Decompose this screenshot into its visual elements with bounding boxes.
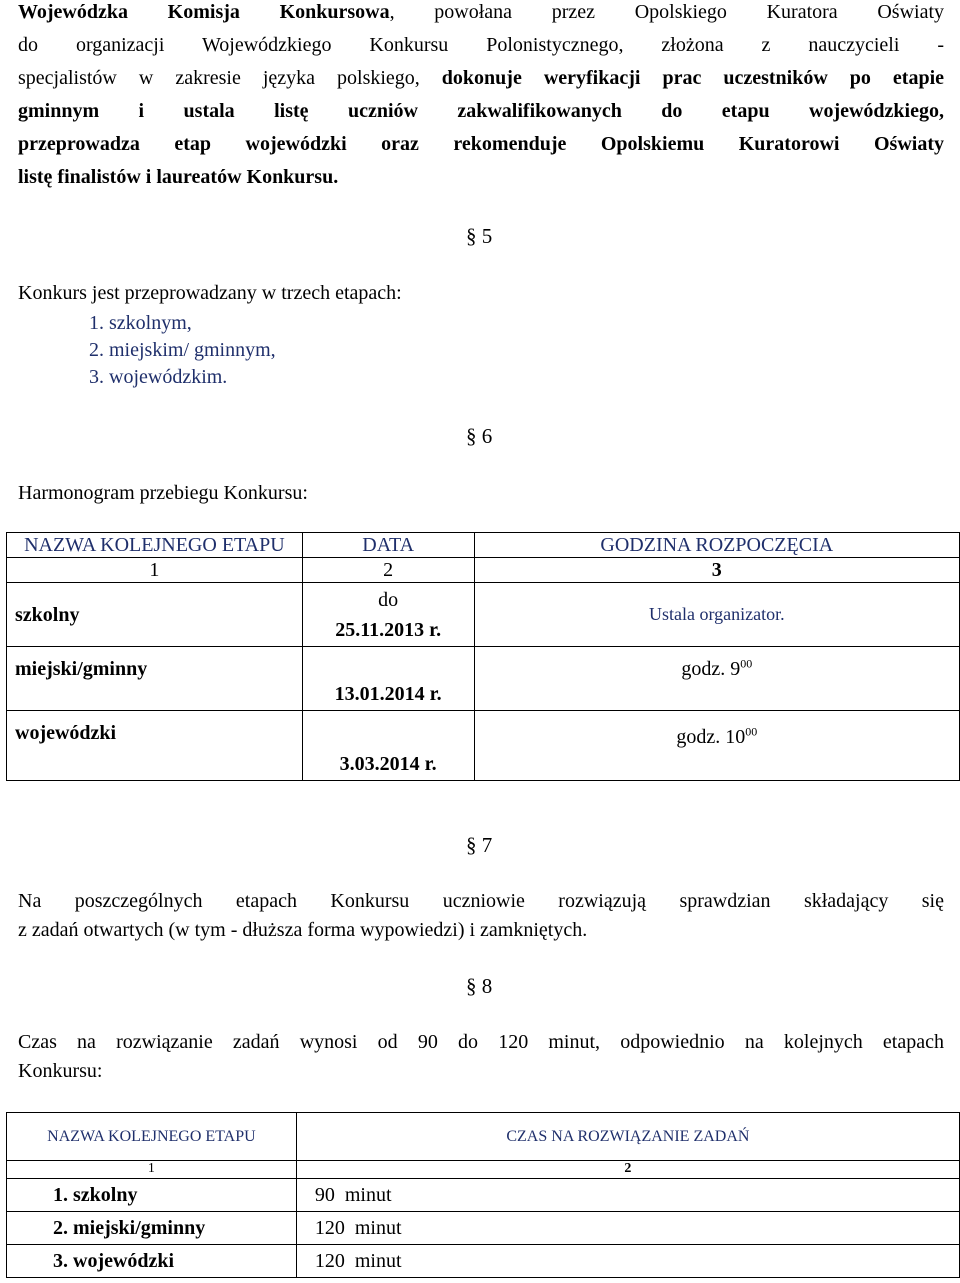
schedule-header-stage: NAZWA KOLEJNEGO ETAPU (7, 533, 303, 558)
duration-header-row (7, 1113, 960, 1161)
column-number: 1 (7, 1161, 297, 1179)
duration-stage: 3. wojewódzki (7, 1245, 297, 1278)
schedule-time-minutes: 00 (745, 724, 758, 739)
section-5-lead: Konkurs jest przeprowadzany w trzech etapach: (18, 282, 402, 304)
section-6-lead: Harmonogram przebiegu Konkursu: (18, 482, 308, 504)
table-row (7, 1245, 960, 1278)
column-number: 1 (7, 558, 303, 583)
schedule-date: 25.11.2013 r. (335, 618, 442, 641)
intro-text-line (18, 0, 944, 24)
intro-text-line (18, 165, 944, 189)
intro-text-run: , powołana przez Opolskiego Kuratora Oświaty (389, 1, 944, 23)
duration-time: 120 minut (296, 1245, 959, 1278)
schedule-number-row (7, 558, 960, 583)
intro-text-line (18, 99, 944, 123)
duration-time: 120 minut (296, 1212, 959, 1245)
schedule-date: 13.01.2014 r. (302, 647, 474, 711)
duration-table (6, 1112, 960, 1278)
column-number: 3 (474, 558, 959, 583)
duration-header-time: CZAS NA ROZWIĄZANIE ZADAŃ (296, 1113, 959, 1161)
schedule-time: godz. 10 (676, 726, 746, 748)
schedule-stage: wojewódzki (7, 711, 303, 781)
intro-text-run: specjalistów w zakresie języka polskiego, (18, 67, 442, 89)
table-row (7, 711, 960, 781)
section-8-text-line: Czas na rozwiązanie zadań wynosi od 90 do 120 minut, odpowiednio na kolejnych etapach (18, 1031, 944, 1053)
intro-bold-run: gminnym i ustala listę uczniów zakwalifikowanych do etapu wojewódzkiego, (18, 100, 944, 122)
schedule-time: Ustala organizator. (474, 583, 959, 647)
schedule-time-minutes: 00 (740, 656, 753, 671)
schedule-table (6, 532, 960, 781)
intro-text-run: do organizacji Wojewódzkiego Konkursu Polonistycznego, złożona z nauczycieli - (18, 34, 944, 56)
duration-header-stage: NAZWA KOLEJNEGO ETAPU (7, 1113, 297, 1161)
intro-bold-run: Wojewódzka Komisja Konkursowa (18, 1, 390, 23)
intro-bold-run: listę finalistów i laureatów Konkursu. (18, 166, 339, 188)
schedule-header-time: GODZINA ROZPOCZĘCIA (474, 533, 959, 558)
section-8-heading: § 8 (466, 974, 493, 998)
intro-text-line (18, 66, 944, 90)
schedule-stage: miejski/gminny (7, 647, 303, 711)
table-row (7, 1212, 960, 1245)
duration-stage: 2. miejski/gminny (7, 1212, 297, 1245)
intro-text-line (18, 132, 944, 156)
section-8-text-line: Konkursu: (18, 1060, 103, 1082)
schedule-date-cell (302, 583, 474, 647)
duration-stage: 1. szkolny (7, 1179, 297, 1212)
table-row (7, 1179, 960, 1212)
schedule-date: 3.03.2014 r. (302, 711, 474, 781)
schedule-stage: szkolny (7, 583, 303, 647)
section-6-heading: § 6 (466, 424, 493, 448)
column-number: 2 (302, 558, 474, 583)
intro-bold-run: przeprowadza etap wojewódzki oraz rekomenduje Opolskiemu Kuratorowi Oświaty (18, 133, 944, 155)
duration-time: 90 minut (296, 1179, 959, 1212)
intro-bold-run: dokonuje weryfikacji prac uczestników po etapie (441, 67, 945, 89)
schedule-time-cell (474, 647, 959, 711)
stage-list-item: 2. miejskim/ gminnym, (89, 339, 276, 361)
stage-list-item: 1. szkolnym, (89, 312, 192, 334)
duration-number-row (7, 1161, 960, 1179)
schedule-header-date: DATA (302, 533, 474, 558)
table-row (7, 583, 960, 647)
section-7-heading: § 7 (466, 833, 493, 857)
section-7-text-line: z zadań otwartych (w tym - dłuższa forma wypowiedzi) i zamkniętych. (18, 919, 588, 941)
stage-list-item: 3. wojewódzkim. (89, 366, 228, 388)
schedule-time: godz. 9 (681, 658, 741, 680)
column-number: 2 (296, 1161, 959, 1179)
schedule-header-row (7, 533, 960, 558)
schedule-date-prefix: do (378, 588, 399, 611)
section-7-text-line: Na poszczególnych etapach Konkursu uczniowie rozwiązują sprawdzian składający się (18, 890, 944, 912)
section-5-heading: § 5 (466, 224, 493, 248)
table-row (7, 647, 960, 711)
schedule-time-cell (474, 711, 959, 781)
intro-text-line (18, 33, 944, 57)
